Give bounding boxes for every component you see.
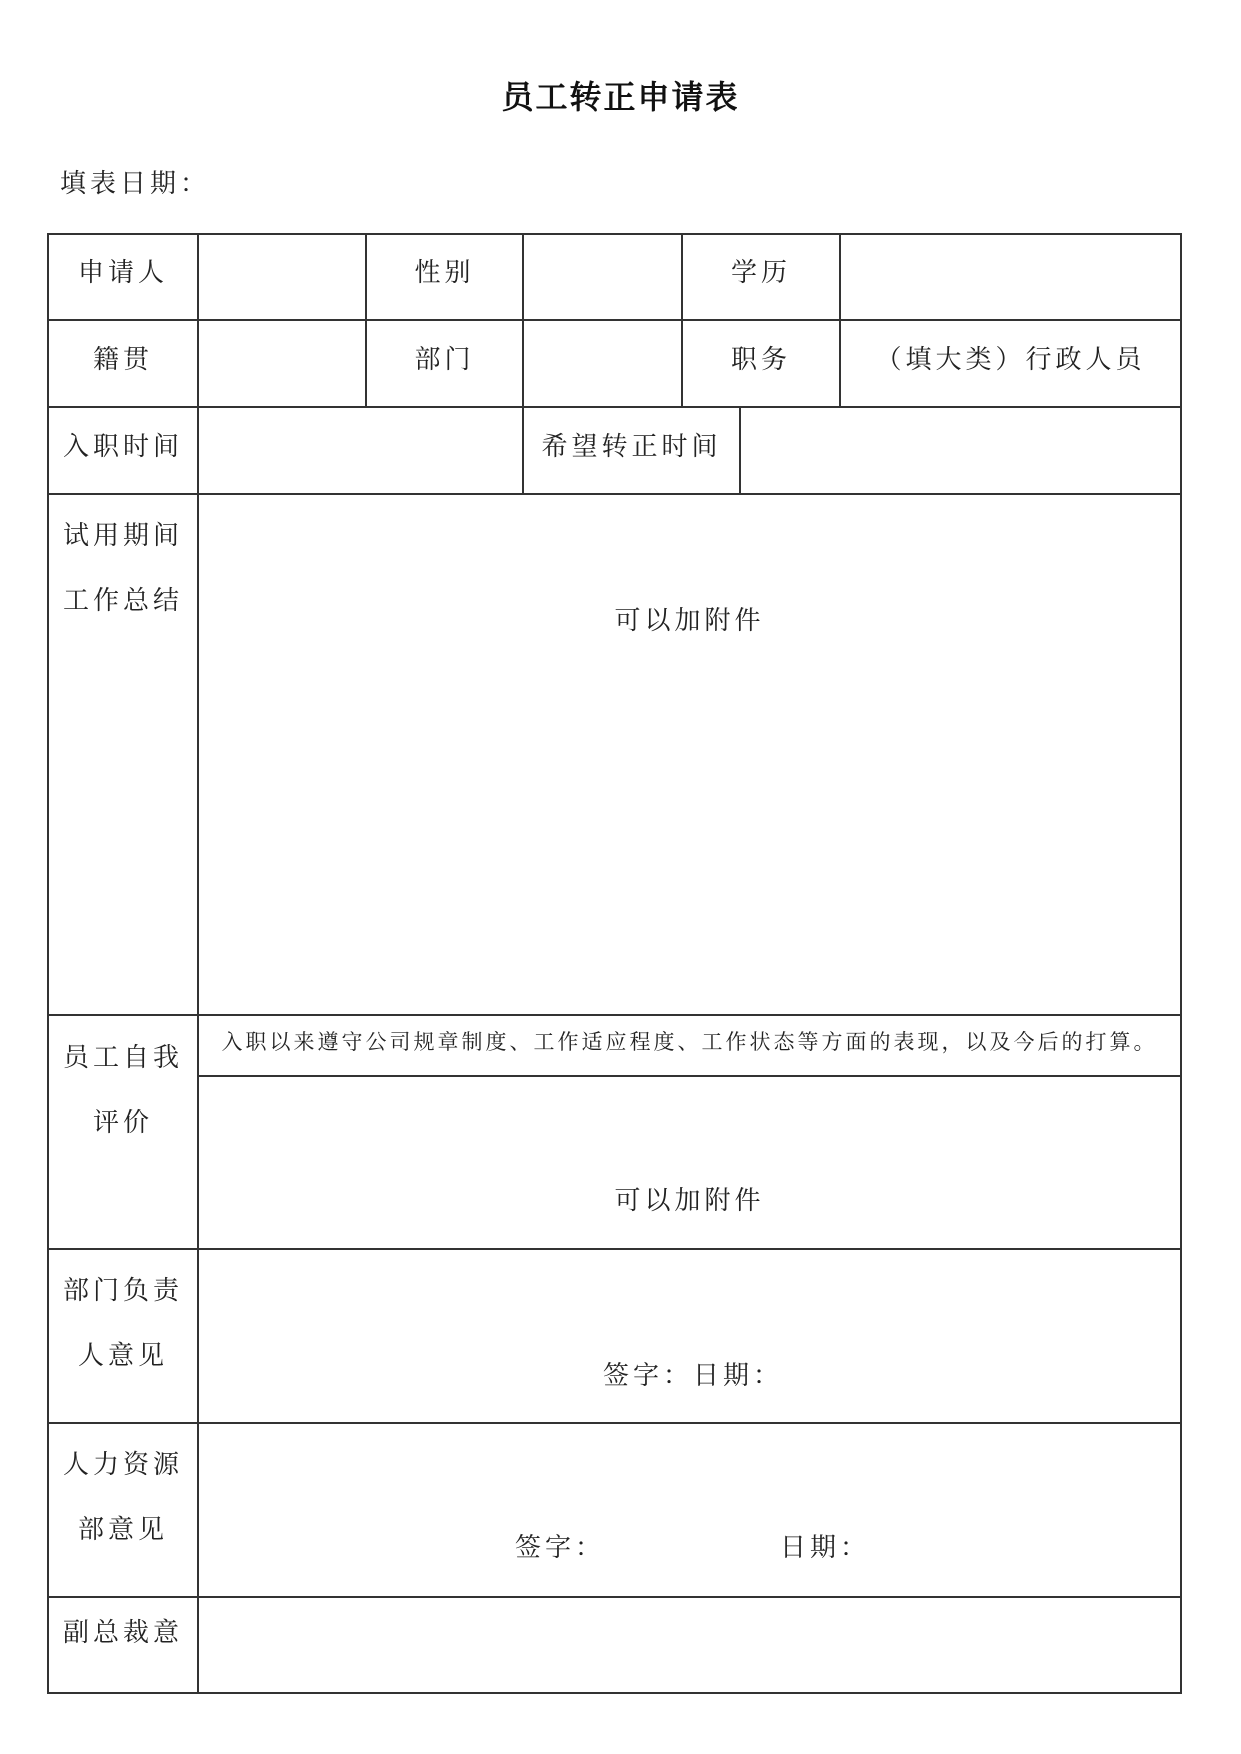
self-eval-input[interactable] xyxy=(199,1077,1180,1248)
position-value[interactable]: （填大类）行政人员 xyxy=(875,345,1146,375)
gender-label: 性别 xyxy=(414,258,475,288)
self-eval-attachment-note: 可以加附件 xyxy=(614,1186,765,1216)
self-eval-label-line2: 评价 xyxy=(92,1108,153,1138)
hire-date-input[interactable] xyxy=(199,408,522,493)
applicant-input[interactable] xyxy=(199,235,365,319)
summary-input[interactable] xyxy=(199,495,1180,1014)
education-label: 学历 xyxy=(730,258,791,288)
native-place-label: 籍贯 xyxy=(92,345,153,375)
hr-opinion-label-line1: 人力资源 xyxy=(62,1450,183,1480)
department-input[interactable] xyxy=(524,321,681,406)
dept-sign-date: 签字：日期： xyxy=(603,1361,784,1391)
dept-opinion-input[interactable] xyxy=(199,1250,1180,1422)
expected-date-input[interactable] xyxy=(741,408,1180,493)
education-input[interactable] xyxy=(841,235,1180,319)
hr-opinion-input[interactable] xyxy=(199,1424,1180,1596)
summary-attachment-note: 可以加附件 xyxy=(614,606,765,636)
hr-opinion-label-line2: 部意见 xyxy=(77,1515,168,1545)
form-title: 员工转正申请表 xyxy=(501,78,740,116)
hr-sign-label: 签字： xyxy=(515,1533,606,1563)
expected-date-label: 希望转正时间 xyxy=(541,432,722,462)
summary-label-line1: 试用期间 xyxy=(62,521,183,551)
department-label: 部门 xyxy=(414,345,475,375)
dept-opinion-label-line1: 部门负责 xyxy=(62,1276,183,1306)
summary-label-line2: 工作总结 xyxy=(62,586,183,616)
hr-date-label: 日期： xyxy=(780,1533,871,1563)
native-place-input[interactable] xyxy=(199,321,365,406)
dept-opinion-label-line2: 人意见 xyxy=(77,1341,168,1371)
applicant-label: 申请人 xyxy=(77,258,168,288)
row-divider xyxy=(47,1014,1182,1016)
vp-opinion-input[interactable] xyxy=(199,1598,1180,1692)
gender-input[interactable] xyxy=(524,235,681,319)
fill-date-label: 填表日期： xyxy=(60,169,211,199)
vp-opinion-label: 副总裁意 xyxy=(62,1618,183,1648)
self-eval-instruction: 入职以来遵守公司规章制度、工作适应程度、工作状态等方面的表现，以及今后的打算。 xyxy=(221,1030,1158,1054)
hire-date-label: 入职时间 xyxy=(62,432,183,462)
self-eval-label-line1: 员工自我 xyxy=(62,1043,183,1073)
position-label: 职务 xyxy=(730,345,791,375)
